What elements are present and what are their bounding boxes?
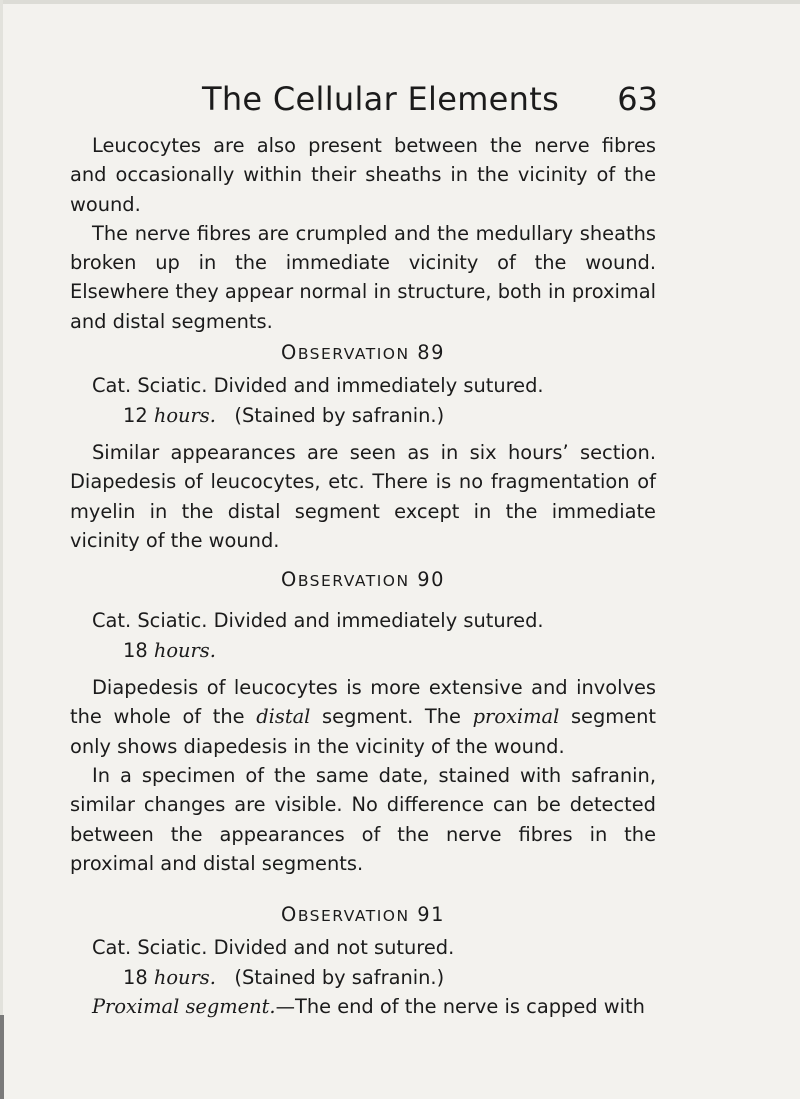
case-description: Cat. Sciatic. Divided and not sutured. <box>92 936 455 960</box>
case-description: Cat. Sciatic. Divided and immediately sutured. <box>92 609 544 633</box>
paragraph: Similar appearances are seen as in six hours’ section. Diapedesis of leucocytes, etc. There is no fragmentation of myelin in the distal segment except in the immediate vicinity of the wound. <box>70 440 656 552</box>
paragraph: Leucocytes are also present between the nerve fibres and occasionally within their sheaths in the vicinity of the wound. <box>70 134 656 216</box>
running-title: The Cellular Elements <box>202 80 560 118</box>
page-number: 63 <box>617 80 658 118</box>
page-top-edge <box>0 0 800 4</box>
case-timing: 18 hours. (Stained by safranin.) <box>123 965 445 989</box>
page-binding-shadow <box>0 1015 4 1099</box>
case-timing: 12 hours. (Stained by safranin.) <box>123 403 445 427</box>
running-head <box>202 80 658 124</box>
case-description: Cat. Sciatic. Divided and immediately sutured. <box>92 374 544 398</box>
body-text <box>70 131 656 1021</box>
observation-91-heading: OBSERVATION 91 <box>281 903 445 927</box>
paragraph: Diapedesis of leucocytes is more extensive and involves the whole of the distal segment. The proximal segment only shows diapedesis in the vicinity of the wound. <box>70 676 657 758</box>
paragraph: Proximal segment.—The end of the nerve is capped with <box>92 995 645 1019</box>
observation-90-heading: OBSERVATION 90 <box>281 568 445 592</box>
case-timing: 18 hours. <box>123 638 216 662</box>
paragraph: The nerve fibres are crumpled and the medullary sheaths broken up in the immediate vicinity of the wound. Elsewhere they appear normal in structure, both in proximal and distal segments. <box>70 221 656 333</box>
page-left-edge <box>0 0 3 1099</box>
observation-89-heading: OBSERVATION 89 <box>281 341 445 365</box>
paragraph: In a specimen of the same date, stained with safranin, similar changes are visible. No difference can be detected between the appearances of the nerve fibres in the proximal and distal segments. <box>70 763 656 875</box>
